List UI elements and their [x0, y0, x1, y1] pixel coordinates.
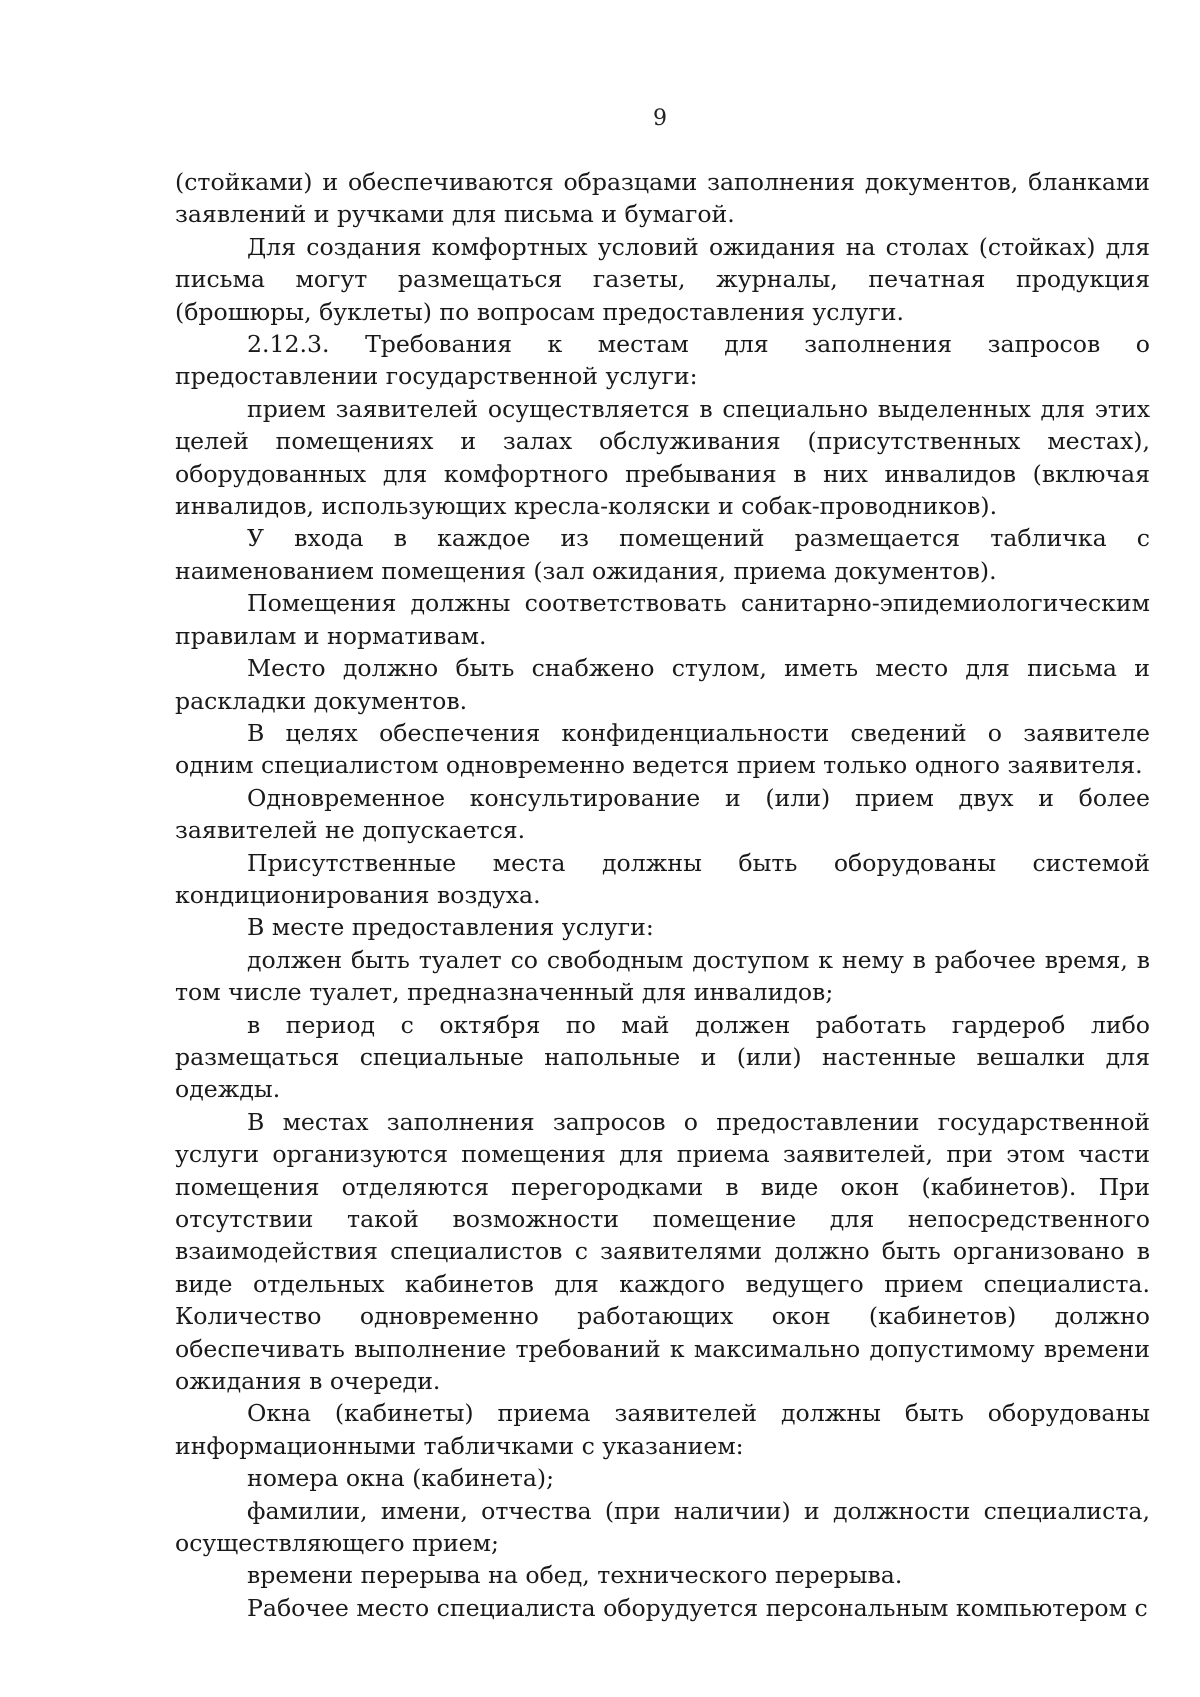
paragraph: Одновременное консультирование и (или) прием двух и более заявителей не допускается.: [175, 783, 1150, 845]
paragraph: Рабочее место специалиста оборудуется персональным компьютером с: [247, 1593, 1148, 1622]
paragraph: времени перерыва на обед, технического перерыва.: [247, 1561, 903, 1590]
paragraph: должен быть туалет со свободным доступом к нему в рабочее время, в том числе туалет, предназначенный для инвалидов;: [175, 945, 1150, 1007]
paragraph: Для создания комфортных условий ожидания на столах (стойках) для письма могут размещаться газеты, журналы, печатная продукция (брошюры, буклеты) по вопросам предоставления услуги.: [175, 232, 1150, 326]
paragraph: фамилии, имени, отчества (при наличии) и должности специалиста, осуществляющего прием;: [175, 1496, 1150, 1558]
paragraph: В месте предоставления услуги:: [247, 913, 654, 942]
paragraph-continuation: (стойками) и обеспечиваются образцами заполнения документов, бланками заявлений и ручками для письма и бумагой.: [175, 168, 1150, 229]
paragraph: Присутственные места должны быть оборудованы системой кондиционирования воздуха.: [175, 848, 1150, 909]
page-number: 9: [653, 106, 667, 131]
paragraph: прием заявителей осуществляется в специально выделенных для этих целей помещениях и залах обслуживания (присутственных местах), оборудованных для комфортного пребывания в них инвалидов (включая инвалидов, использующих кресла-коляски и собак-проводников).: [175, 394, 1150, 521]
paragraph: У входа в каждое из помещений размещается табличка с наименованием помещения (зал ожидания, приема документов).: [175, 524, 1150, 585]
paragraph: Место должно быть снабжено стулом, иметь место для письма и раскладки документов.: [175, 654, 1150, 715]
paragraph: Помещения должны соответствовать санитарно-эпидемиологическим правилам и нормативам.: [175, 589, 1150, 650]
paragraph: В местах заполнения запросов о предоставлении государственной услуги организуются помещения для приема заявителей, при этом части помещения отделяются перегородками в виде окон (кабинетов). При отсутствии такой возможности помещение для непосредственного взаимодействия специалистов с заявителями должно быть организовано в виде отдельных кабинетов для каждого ведущего прием специалиста. Количество одновременно работающих окон (кабинетов) должно обеспечивать выполнение требований к максимально допустимому времени ожидания в очереди.: [175, 1107, 1150, 1396]
paragraph-section-heading: 2.12.3. Требования к местам для заполнения запросов о предоставлении государственной услуги:: [175, 330, 1150, 391]
paragraph: В целях обеспечения конфиденциальности сведений о заявителе одним специалистом одновременно ведется прием только одного заявителя.: [175, 718, 1150, 780]
paragraph: Окна (кабинеты) приема заявителей должны быть оборудованы информационными табличками с указанием:: [175, 1399, 1150, 1460]
paragraph: в период с октября по май должен работать гардероб либо размещаться специальные напольные и (или) настенные вешалки для одежды.: [175, 1010, 1150, 1104]
paragraph: номера окна (кабинета);: [247, 1464, 555, 1493]
document-body: [175, 166, 1150, 1624]
